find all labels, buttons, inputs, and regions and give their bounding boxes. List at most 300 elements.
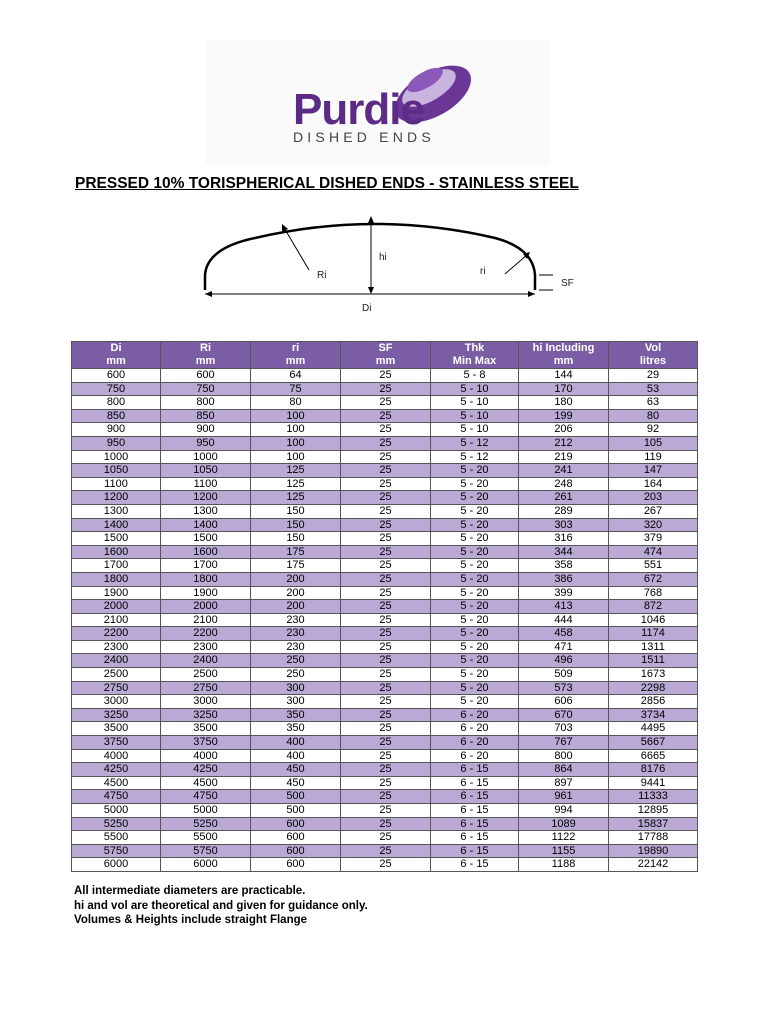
table-cell: 320	[609, 518, 698, 532]
col-header-di: Di	[72, 342, 161, 356]
table-cell: 6 - 20	[431, 749, 519, 763]
col-header-vol: Vol	[609, 342, 698, 356]
table-cell: 900	[161, 423, 251, 437]
table-cell: 4750	[161, 790, 251, 804]
table-cell: 25	[341, 654, 431, 668]
col-header-ri-small: ri	[251, 342, 341, 356]
table-row	[72, 586, 698, 600]
table-cell: 1500	[72, 532, 161, 546]
table-cell: 289	[519, 504, 609, 518]
table-cell: 509	[519, 668, 609, 682]
table-cell: 474	[609, 545, 698, 559]
table-cell: 3500	[72, 722, 161, 736]
table-cell: 5 - 20	[431, 695, 519, 709]
table-cell: 2298	[609, 681, 698, 695]
table-cell: 2856	[609, 695, 698, 709]
table-cell: 6000	[72, 858, 161, 872]
table-row	[72, 627, 698, 641]
table-cell: 6 - 20	[431, 722, 519, 736]
table-cell: 2500	[72, 668, 161, 682]
table-cell: 25	[341, 586, 431, 600]
table-cell: 25	[341, 600, 431, 614]
table-cell: 25	[341, 776, 431, 790]
table-cell: 4500	[72, 776, 161, 790]
table-row	[72, 640, 698, 654]
table-cell: 900	[72, 423, 161, 437]
table-row	[72, 504, 698, 518]
table-cell: 1600	[161, 545, 251, 559]
label-ri: ri	[480, 266, 486, 277]
table-cell: 2300	[72, 640, 161, 654]
table-cell: 150	[251, 518, 341, 532]
table-row	[72, 613, 698, 627]
table-cell: 5 - 20	[431, 545, 519, 559]
table-cell: 25	[341, 559, 431, 573]
table-cell: 5 - 20	[431, 640, 519, 654]
table-cell: 897	[519, 776, 609, 790]
footnotes	[74, 884, 368, 928]
table-cell: 750	[72, 382, 161, 396]
table-cell: 230	[251, 640, 341, 654]
table-cell: 25	[341, 532, 431, 546]
table-cell: 2100	[72, 613, 161, 627]
logo-wordmark: Purdie	[293, 85, 424, 134]
table-cell: 25	[341, 436, 431, 450]
footnote: hi and vol are theoretical and given for guidance only.	[74, 899, 368, 912]
table-cell: 25	[341, 409, 431, 423]
table-cell: 750	[161, 382, 251, 396]
table-cell: 75	[251, 382, 341, 396]
table-cell: 25	[341, 763, 431, 777]
table-cell: 25	[341, 491, 431, 505]
table-row	[72, 382, 698, 396]
table-cell: 316	[519, 532, 609, 546]
table-cell: 3500	[161, 722, 251, 736]
table-row	[72, 532, 698, 546]
table-cell: 25	[341, 423, 431, 437]
table-cell: 150	[251, 504, 341, 518]
page-title: PRESSED 10% TORISPHERICAL DISHED ENDS - STAINLESS STEEL	[75, 175, 579, 192]
table-cell: 17788	[609, 831, 698, 845]
label-SF: SF	[561, 278, 574, 289]
table-cell: 11333	[609, 790, 698, 804]
table-cell: 25	[341, 613, 431, 627]
table-row	[72, 708, 698, 722]
table-cell: 5 - 20	[431, 572, 519, 586]
table-cell: 350	[251, 708, 341, 722]
col-unit-vol: litres	[609, 355, 698, 369]
footnote: All intermediate diameters are practicable.	[74, 885, 306, 897]
table-cell: 5500	[72, 831, 161, 845]
table-cell: 4250	[161, 763, 251, 777]
table-cell: 1300	[72, 504, 161, 518]
table-cell: 1900	[161, 586, 251, 600]
table-cell: 175	[251, 545, 341, 559]
table-cell: 261	[519, 491, 609, 505]
table-row	[72, 450, 698, 464]
table-row	[72, 858, 698, 872]
table-cell: 344	[519, 545, 609, 559]
table-cell: 1311	[609, 640, 698, 654]
table-cell: 5250	[72, 817, 161, 831]
table-cell: 3000	[72, 695, 161, 709]
table-cell: 5 - 20	[431, 681, 519, 695]
table-row	[72, 654, 698, 668]
table-cell: 450	[251, 776, 341, 790]
table-cell: 25	[341, 382, 431, 396]
table-cell: 1100	[72, 477, 161, 491]
table-row	[72, 844, 698, 858]
table-row	[72, 396, 698, 410]
table-cell: 6 - 20	[431, 708, 519, 722]
table-cell: 672	[609, 572, 698, 586]
table-cell: 2400	[161, 654, 251, 668]
table-cell: 119	[609, 450, 698, 464]
table-cell: 100	[251, 436, 341, 450]
table-cell: 5 - 20	[431, 504, 519, 518]
table-cell: 768	[609, 586, 698, 600]
table-cell: 5 - 20	[431, 532, 519, 546]
col-header-hi: hi Including	[519, 342, 609, 356]
col-unit-hi: mm	[519, 355, 609, 369]
col-unit-di: mm	[72, 355, 161, 369]
table-cell: 1188	[519, 858, 609, 872]
table-cell: 1300	[161, 504, 251, 518]
table-cell: 25	[341, 817, 431, 831]
table-cell: 6 - 15	[431, 831, 519, 845]
table-cell: 25	[341, 844, 431, 858]
table-row	[72, 600, 698, 614]
table-cell: 450	[251, 763, 341, 777]
table-cell: 92	[609, 423, 698, 437]
label-hi: hi	[379, 252, 387, 263]
table-cell: 800	[519, 749, 609, 763]
table-row	[72, 817, 698, 831]
table-cell: 29	[609, 369, 698, 383]
table-cell: 850	[72, 409, 161, 423]
table-cell: 4250	[72, 763, 161, 777]
table-cell: 25	[341, 708, 431, 722]
table-cell: 2100	[161, 613, 251, 627]
table-row	[72, 668, 698, 682]
table-cell: 230	[251, 613, 341, 627]
table-row	[72, 409, 698, 423]
table-cell: 4750	[72, 790, 161, 804]
table-cell: 5000	[72, 804, 161, 818]
label-Ri: Ri	[317, 270, 327, 281]
table-cell: 350	[251, 722, 341, 736]
table-cell: 125	[251, 491, 341, 505]
table-row	[72, 545, 698, 559]
table-cell: 25	[341, 790, 431, 804]
col-header-ri-large: Ri	[161, 342, 251, 356]
table-cell: 150	[251, 532, 341, 546]
table-row	[72, 790, 698, 804]
table-cell: 2200	[161, 627, 251, 641]
table-cell: 25	[341, 369, 431, 383]
table-cell: 1000	[161, 450, 251, 464]
table-cell: 6000	[161, 858, 251, 872]
table-cell: 25	[341, 681, 431, 695]
table-cell: 961	[519, 790, 609, 804]
table-row	[72, 559, 698, 573]
table-cell: 175	[251, 559, 341, 573]
table-cell: 25	[341, 545, 431, 559]
table-cell: 5 - 20	[431, 464, 519, 478]
table-cell: 25	[341, 722, 431, 736]
table-cell: 1122	[519, 831, 609, 845]
table-cell: 1900	[72, 586, 161, 600]
table-cell: 25	[341, 504, 431, 518]
table-row	[72, 464, 698, 478]
table-row	[72, 831, 698, 845]
table-cell: 203	[609, 491, 698, 505]
table-cell: 600	[251, 817, 341, 831]
table-cell: 250	[251, 668, 341, 682]
table-cell: 1174	[609, 627, 698, 641]
table-cell: 105	[609, 436, 698, 450]
table-cell: 5 - 20	[431, 613, 519, 627]
table-cell: 80	[251, 396, 341, 410]
table-cell: 100	[251, 409, 341, 423]
table-cell: 1046	[609, 613, 698, 627]
table-cell: 303	[519, 518, 609, 532]
company-logo	[205, 40, 550, 165]
table-row	[72, 804, 698, 818]
table-cell: 1200	[161, 491, 251, 505]
table-cell: 200	[251, 572, 341, 586]
table-cell: 1800	[161, 572, 251, 586]
table-cell: 600	[161, 369, 251, 383]
table-cell: 5500	[161, 831, 251, 845]
table-cell: 25	[341, 396, 431, 410]
table-cell: 800	[161, 396, 251, 410]
table-cell: 5 - 20	[431, 668, 519, 682]
col-unit-ri-large: mm	[161, 355, 251, 369]
table-cell: 5 - 20	[431, 654, 519, 668]
table-cell: 25	[341, 736, 431, 750]
table-cell: 2300	[161, 640, 251, 654]
table-cell: 950	[161, 436, 251, 450]
table-cell: 1700	[161, 559, 251, 573]
table-row	[72, 749, 698, 763]
table-cell: 3000	[161, 695, 251, 709]
dished-end-diagram	[195, 210, 585, 320]
table-cell: 496	[519, 654, 609, 668]
table-cell: 53	[609, 382, 698, 396]
table-cell: 1500	[161, 532, 251, 546]
table-cell: 6665	[609, 749, 698, 763]
table-cell: 4500	[161, 776, 251, 790]
table-cell: 413	[519, 600, 609, 614]
table-cell: 6 - 15	[431, 776, 519, 790]
table-row	[72, 477, 698, 491]
table-cell: 25	[341, 695, 431, 709]
table-cell: 1200	[72, 491, 161, 505]
table-cell: 400	[251, 749, 341, 763]
table-row	[72, 491, 698, 505]
table-cell: 248	[519, 477, 609, 491]
table-cell: 5 - 12	[431, 450, 519, 464]
table-cell: 6 - 15	[431, 858, 519, 872]
table-cell: 1050	[72, 464, 161, 478]
table-row	[72, 423, 698, 437]
table-cell: 25	[341, 858, 431, 872]
table-cell: 100	[251, 450, 341, 464]
table-cell: 872	[609, 600, 698, 614]
table-row	[72, 681, 698, 695]
table-cell: 22142	[609, 858, 698, 872]
table-cell: 25	[341, 668, 431, 682]
table-cell: 500	[251, 804, 341, 818]
table-cell: 703	[519, 722, 609, 736]
table-cell: 144	[519, 369, 609, 383]
table-cell: 5 - 20	[431, 559, 519, 573]
table-cell: 64	[251, 369, 341, 383]
table-cell: 200	[251, 600, 341, 614]
table-cell: 573	[519, 681, 609, 695]
table-cell: 6 - 15	[431, 817, 519, 831]
table-cell: 230	[251, 627, 341, 641]
table-cell: 25	[341, 464, 431, 478]
col-unit-sf: mm	[341, 355, 431, 369]
table-cell: 800	[72, 396, 161, 410]
table-cell: 6 - 15	[431, 790, 519, 804]
table-cell: 458	[519, 627, 609, 641]
table-cell: 300	[251, 681, 341, 695]
Ri-dimension-line	[283, 226, 309, 270]
table-cell: 1511	[609, 654, 698, 668]
table-cell: 125	[251, 477, 341, 491]
table-cell: 5750	[161, 844, 251, 858]
table-cell: 864	[519, 763, 609, 777]
ri-dimension-line	[505, 254, 528, 274]
table-cell: 600	[251, 858, 341, 872]
table-cell: 100	[251, 423, 341, 437]
table-cell: 1800	[72, 572, 161, 586]
table-cell: 5 - 8	[431, 369, 519, 383]
table-cell: 9441	[609, 776, 698, 790]
logo-tagline: DISHED ENDS	[293, 129, 435, 145]
table-cell: 4000	[161, 749, 251, 763]
table-cell: 358	[519, 559, 609, 573]
table-cell: 1700	[72, 559, 161, 573]
table-cell: 25	[341, 477, 431, 491]
table-cell: 767	[519, 736, 609, 750]
table-cell: 25	[341, 640, 431, 654]
table-cell: 180	[519, 396, 609, 410]
table-row	[72, 776, 698, 790]
table-cell: 5000	[161, 804, 251, 818]
dimensions-table	[71, 341, 698, 872]
table-cell: 212	[519, 436, 609, 450]
table-cell: 2400	[72, 654, 161, 668]
table-row	[72, 722, 698, 736]
table-cell: 25	[341, 749, 431, 763]
table-cell: 25	[341, 518, 431, 532]
table-cell: 444	[519, 613, 609, 627]
table-cell: 5 - 10	[431, 382, 519, 396]
table-body	[72, 369, 698, 872]
table-cell: 3750	[161, 736, 251, 750]
table-cell: 200	[251, 586, 341, 600]
table-cell: 670	[519, 708, 609, 722]
table-cell: 19890	[609, 844, 698, 858]
table-cell: 551	[609, 559, 698, 573]
table-cell: 400	[251, 736, 341, 750]
table-cell: 5250	[161, 817, 251, 831]
table-cell: 5 - 20	[431, 627, 519, 641]
table-cell: 25	[341, 572, 431, 586]
table-cell: 950	[72, 436, 161, 450]
table-cell: 1100	[161, 477, 251, 491]
table-cell: 1155	[519, 844, 609, 858]
dish-profile	[205, 224, 535, 290]
table-cell: 125	[251, 464, 341, 478]
table-cell: 850	[161, 409, 251, 423]
table-cell: 2000	[161, 600, 251, 614]
table-row	[72, 572, 698, 586]
table-cell: 4495	[609, 722, 698, 736]
table-row	[72, 695, 698, 709]
table-cell: 199	[519, 409, 609, 423]
table-cell: 25	[341, 804, 431, 818]
table-cell: 994	[519, 804, 609, 818]
header-units-row	[72, 355, 698, 369]
table-cell: 5667	[609, 736, 698, 750]
table-cell: 5 - 20	[431, 586, 519, 600]
col-unit-ri-small: mm	[251, 355, 341, 369]
table-cell: 2750	[161, 681, 251, 695]
table-cell: 241	[519, 464, 609, 478]
table-cell: 399	[519, 586, 609, 600]
col-unit-thk: Min Max	[431, 355, 519, 369]
table-cell: 267	[609, 504, 698, 518]
table-cell: 164	[609, 477, 698, 491]
table-cell: 5 - 12	[431, 436, 519, 450]
table-row	[72, 369, 698, 383]
table-cell: 1400	[161, 518, 251, 532]
table-cell: 300	[251, 695, 341, 709]
col-header-sf: SF	[341, 342, 431, 356]
table-cell: 206	[519, 423, 609, 437]
table-cell: 4000	[72, 749, 161, 763]
table-cell: 5 - 20	[431, 491, 519, 505]
table-cell: 1400	[72, 518, 161, 532]
table-cell: 5 - 20	[431, 600, 519, 614]
label-Di: Di	[362, 303, 372, 314]
table-cell: 5 - 20	[431, 518, 519, 532]
table-cell: 600	[251, 831, 341, 845]
header-row	[72, 342, 698, 356]
footnote: Volumes & Heights include straight Flange	[74, 914, 308, 926]
table-cell: 3750	[72, 736, 161, 750]
table-cell: 3250	[161, 708, 251, 722]
table-row	[72, 763, 698, 777]
table-cell: 5750	[72, 844, 161, 858]
table-cell: 6 - 15	[431, 804, 519, 818]
table-cell: 63	[609, 396, 698, 410]
table-cell: 250	[251, 654, 341, 668]
table-cell: 147	[609, 464, 698, 478]
table-cell: 25	[341, 627, 431, 641]
table-cell: 12895	[609, 804, 698, 818]
table-cell: 2000	[72, 600, 161, 614]
table-cell: 8176	[609, 763, 698, 777]
table-cell: 6 - 15	[431, 844, 519, 858]
table-row	[72, 518, 698, 532]
table-cell: 1089	[519, 817, 609, 831]
